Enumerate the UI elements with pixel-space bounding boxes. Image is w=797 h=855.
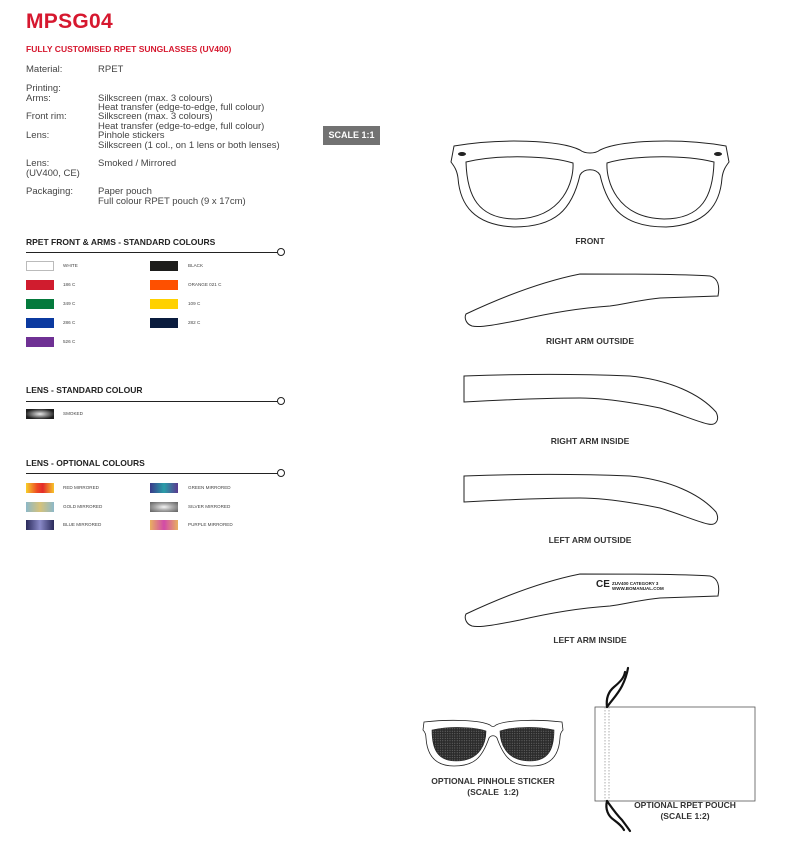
spec-label-lens-type: Lens: (UV400, CE) bbox=[26, 158, 80, 179]
swatch-label: 286 C bbox=[63, 320, 76, 325]
swatch-white bbox=[26, 261, 54, 271]
left-arm-outside-drawing bbox=[460, 468, 722, 530]
ce-mark-icon: CE bbox=[596, 579, 610, 590]
caption-right-arm-outside: RIGHT ARM OUTSIDE bbox=[546, 336, 634, 346]
swatch-blue-mirrored bbox=[26, 520, 54, 530]
section-divider-dot bbox=[277, 248, 285, 256]
product-subtitle: FULLY CUSTOMISED RPET SUNGLASSES (UV400) bbox=[26, 44, 232, 54]
spec-label-front-rim: Front rim: bbox=[26, 111, 67, 122]
swatch-286c bbox=[26, 318, 54, 328]
swatch-186c bbox=[26, 280, 54, 290]
swatch-silver-mirrored bbox=[150, 502, 178, 512]
spec-value-arms: Silkscreen (max. 3 colours) Heat transfer (edge-to-edge, full colour) bbox=[98, 92, 265, 113]
section-title-front-arms: RPET FRONT & ARMS - STANDARD COLOURS bbox=[26, 237, 216, 247]
swatch-label: WHITE bbox=[63, 263, 78, 268]
product-code: MPSG04 bbox=[26, 10, 113, 33]
swatch-label: 349 C bbox=[63, 301, 76, 306]
swatch-label: SILVER MIRRORED bbox=[188, 504, 231, 509]
swatch-label: RED MIRRORED bbox=[63, 485, 99, 490]
swatch-red-mirrored bbox=[26, 483, 54, 493]
section-divider bbox=[26, 401, 278, 402]
swatch-label: SMOKED bbox=[63, 411, 83, 416]
section-divider bbox=[26, 473, 278, 474]
section-divider-dot bbox=[277, 397, 285, 405]
swatch-label: 186 C bbox=[63, 282, 76, 287]
swatch-label: 109 C bbox=[188, 301, 201, 306]
swatch-label: GOLD MIRRORED bbox=[63, 504, 103, 509]
swatch-526c bbox=[26, 337, 54, 347]
spec-label-printing: Printing: Arms: bbox=[26, 83, 61, 104]
section-title-lens-standard: LENS - STANDARD COLOUR bbox=[26, 385, 143, 395]
scale-badge: SCALE 1:1 bbox=[323, 126, 380, 145]
left-arm-inside-drawing bbox=[460, 568, 722, 630]
swatch-green-mirrored bbox=[150, 483, 178, 493]
swatch-109c bbox=[150, 299, 178, 309]
right-arm-outside-drawing bbox=[460, 268, 722, 330]
caption-right-arm-inside: RIGHT ARM INSIDE bbox=[550, 436, 630, 446]
spec-value-front-rim: Silkscreen (max. 3 colours) Heat transfer (edge-to-edge, full colour) bbox=[98, 111, 265, 132]
arm-marking-text bbox=[612, 581, 664, 591]
arm-marking-line1: ZUV400 CATEGORY 3 bbox=[612, 581, 659, 586]
spec-label-material: Material: bbox=[26, 64, 63, 75]
pinhole-sticker-drawing bbox=[420, 718, 566, 770]
swatch-282c bbox=[150, 318, 178, 328]
swatch-label: PURPLE MIRRORED bbox=[188, 522, 233, 527]
swatch-label: BLACK bbox=[188, 263, 204, 268]
swatch-label: GREEN MIRRORED bbox=[188, 485, 231, 490]
spec-label-lens-print: Lens: bbox=[26, 130, 50, 141]
caption-pinhole-sticker: OPTIONAL PINHOLE STICKER (SCALE 1:2) bbox=[431, 776, 555, 797]
section-divider-dot bbox=[277, 469, 285, 477]
caption-front: FRONT bbox=[575, 236, 605, 246]
right-arm-inside-drawing bbox=[460, 368, 722, 430]
spec-value-lens-type: Smoked / Mirrored bbox=[98, 158, 177, 169]
swatch-smoked bbox=[26, 409, 54, 419]
swatch-label: 526 C bbox=[63, 339, 76, 344]
spec-value-packaging: Paper pouch Full colour RPET pouch (9 x 17cm) bbox=[98, 186, 246, 207]
arm-marking-line2: WWW.BOMANUAL.COM bbox=[612, 586, 664, 591]
caption-left-arm-outside: LEFT ARM OUTSIDE bbox=[548, 535, 632, 545]
swatch-label: BLUE MIRRORED bbox=[63, 522, 102, 527]
section-divider bbox=[26, 252, 278, 253]
caption-left-arm-inside: LEFT ARM INSIDE bbox=[553, 635, 627, 645]
swatch-purple-mirrored bbox=[150, 520, 178, 530]
spec-label-packaging: Packaging: bbox=[26, 186, 74, 197]
section-title-lens-optional: LENS - OPTIONAL COLOURS bbox=[26, 458, 145, 468]
swatch-orange-021c bbox=[150, 280, 178, 290]
swatch-349c bbox=[26, 299, 54, 309]
spec-value-lens-print: Pinhole stickers Silkscreen (1 col., on 1 lens or both lenses) bbox=[98, 130, 280, 151]
swatch-label: 282 C bbox=[188, 320, 201, 325]
sunglasses-front-drawing bbox=[440, 130, 740, 235]
swatch-gold-mirrored bbox=[26, 502, 54, 512]
swatch-black bbox=[150, 261, 178, 271]
swatch-label: ORANGE 021 C bbox=[188, 282, 222, 287]
spec-value-material: RPET bbox=[98, 64, 124, 75]
caption-rpet-pouch: OPTIONAL RPET POUCH (SCALE 1:2) bbox=[634, 800, 736, 821]
